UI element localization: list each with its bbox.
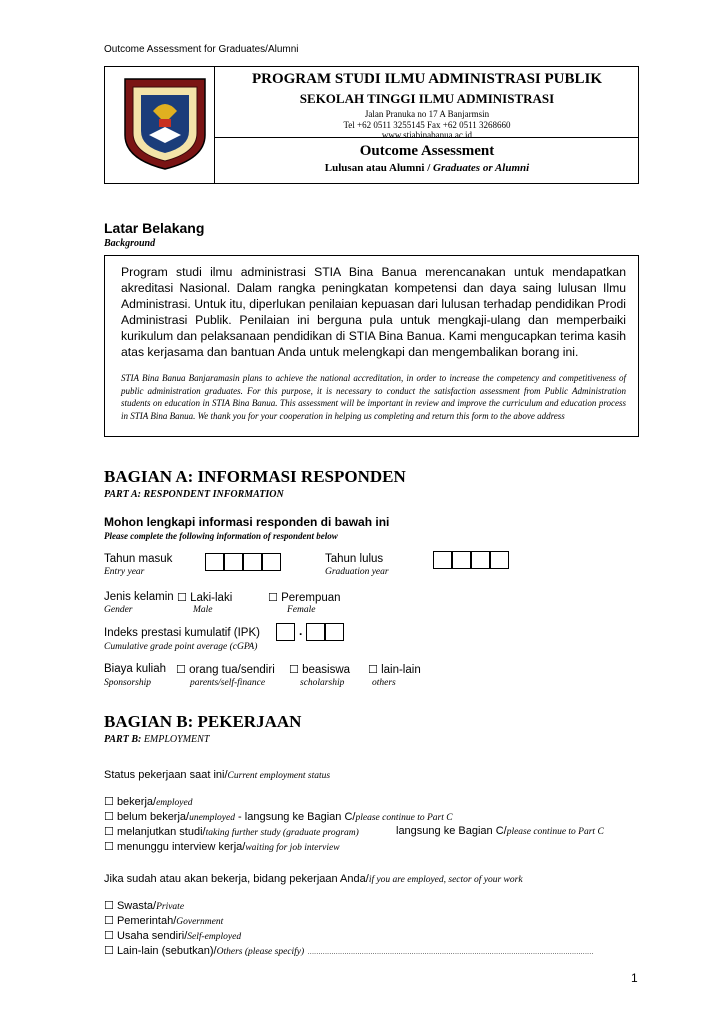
form-title: Outcome Assessment	[359, 143, 495, 159]
gender-male-en: Male	[193, 605, 213, 615]
running-header: Outcome Assessment for Graduates/Alumni	[104, 44, 299, 55]
sector-option-others[interactable]: ☐ Lain-lain (sebutkan)/Others (please specify) ……………………………………………………………………………………………………………………	[104, 944, 594, 957]
checkbox-icon[interactable]: ☐	[104, 810, 114, 823]
employment-status-options	[104, 795, 604, 855]
sponsor-scholarship-option[interactable]: ☐ beasiswa	[289, 663, 351, 676]
background-text-id: Program studi ilmu administrasi STIA Bina Banua merencanakan untuk mendapatkan akreditasi Nasional. Dalam rangka peningkatan kompetensi dan daya saing lulusan Ilmu Administrasi. Untuk itu, diperlukan penilaian kepuasan dari lulusan terhadap pendidikan Prodi Administrasi Publik. Penilaian ini berguna pula untuk mengkaji-ulang dan memperbaiki kurikulum dan pelaksanaan pendidikan di STIA Bina Banua. Kami mengucapkan terima kasih atas kerjasama dan bantuan Anda untuk melengkapi dan mengembalikan borang ini.	[121, 265, 626, 359]
page-number: 1	[631, 971, 638, 985]
gpa-boxes[interactable]: .	[276, 623, 346, 641]
background-text-en: STIA Bina Banua Banjaramasin plans to achieve the national accreditation, in order to increase the competency and competitiveness of public administration graduates. For this purpose, it is necessary to conduct the satisfaction assessment from Public Administration students on education in STIA Bina Banua. This assessment will be important in review and improve the curriculum and education process in STIA Bina Banua. We thank you for your cooperation in helping us completing and return this form to the above address	[121, 373, 626, 421]
sponsor-scholarship-en: scholarship	[300, 678, 345, 688]
gender-female-option[interactable]: ☐ Perempuan	[268, 591, 341, 604]
status-option-unemployed[interactable]: ☐ belum bekerja/unemployed - langsung ke Bagian C/please continue to Part C	[104, 810, 453, 823]
gpa-en: Cumulative grade point average (cGPA)	[104, 642, 258, 652]
school-name: SEKOLAH TINGGI ILMU ADMINISTRASI	[299, 91, 555, 106]
letterhead	[104, 66, 639, 184]
status-option-further-study[interactable]: ☐ melanjutkan studi/taking further study (graduate program) langsung ke Bagian C/please continue to Part C	[104, 825, 604, 838]
work-sector-label: Jika sudah atau akan bekerja, bidang pekerjaan Anda/if you are employed, sector of your work	[104, 873, 523, 885]
checkbox-icon[interactable]: ☐	[104, 944, 114, 957]
school-logo-icon	[119, 75, 211, 171]
sponsor-label: Biaya kuliah	[104, 663, 167, 675]
form-subtitle: Lulusan atau Alumni / Graduates or Alumni	[324, 162, 530, 174]
background-box	[104, 255, 639, 437]
entry-year-label: Tahun masuk	[104, 553, 173, 565]
gender-en: Gender	[104, 605, 133, 615]
gender-female-en: Female	[287, 605, 316, 615]
checkbox-icon[interactable]: ☐	[176, 663, 186, 676]
school-website: www.stiabinabanua.ac.id	[381, 130, 473, 140]
program-name: PROGRAM STUDI ILMU ADMINISTRASI PUBLIK	[251, 71, 603, 87]
status-option-employed[interactable]: ☐ bekerja/employed	[104, 795, 193, 808]
sector-option-private[interactable]: ☐ Swasta/Private	[104, 899, 185, 912]
sponsor-parents-option[interactable]: ☐ orang tua/sendiri	[176, 663, 275, 676]
grad-year-en: Graduation year	[325, 567, 389, 577]
others-specify-line[interactable]: ……………………………………………………………………………………………………………………	[307, 949, 594, 956]
sponsor-others-en: others	[372, 678, 396, 688]
checkbox-icon[interactable]: ☐	[368, 663, 378, 676]
grad-year-boxes[interactable]	[433, 551, 509, 569]
status-option-waiting-interview[interactable]: ☐ menunggu interview kerja/waiting for job interview	[104, 840, 340, 853]
sponsor-en: Sponsorship	[104, 678, 151, 688]
checkbox-icon[interactable]: ☐	[177, 591, 187, 604]
gender-male-option[interactable]: ☐ Laki-laki	[177, 591, 233, 604]
checkbox-icon[interactable]: ☐	[104, 929, 114, 942]
school-address: Jalan Pranuka no 17 A Banjarmsin	[364, 109, 490, 119]
checkbox-icon[interactable]: ☐	[289, 663, 299, 676]
checkbox-icon[interactable]: ☐	[104, 825, 114, 838]
checkbox-icon[interactable]: ☐	[268, 591, 278, 604]
gpa-label: Indeks prestasi kumulatif (IPK)	[104, 627, 260, 639]
sponsor-parents-en: parents/self-finance	[190, 678, 266, 688]
checkbox-icon[interactable]: ☐	[104, 795, 114, 808]
entry-year-en: Entry year	[104, 567, 145, 577]
part-a-instruction: Mohon lengkapi informasi responden di bawah ini	[104, 515, 390, 529]
entry-year-boxes[interactable]	[205, 553, 281, 571]
background-heading: Latar Belakang	[104, 220, 205, 236]
sponsor-others-option[interactable]: ☐ lain-lain	[368, 663, 421, 676]
work-sector-options	[104, 899, 604, 959]
gender-label: Jenis kelamin	[104, 591, 174, 603]
background-subheading: Background	[104, 238, 156, 249]
sector-option-government[interactable]: ☐ Pemerintah/Government	[104, 914, 224, 927]
part-a-subtitle: PART A: RESPONDENT INFORMATION	[104, 489, 284, 500]
school-phone: Tel +62 0511 3255145 Fax +62 0511 3268660	[343, 120, 511, 130]
checkbox-icon[interactable]: ☐	[104, 914, 114, 927]
checkbox-icon[interactable]: ☐	[104, 899, 114, 912]
part-a-title: BAGIAN A: INFORMASI RESPONDEN	[104, 467, 406, 486]
sector-option-self-employed[interactable]: ☐ Usaha sendiri/Self-employed	[104, 929, 242, 942]
part-b-title: BAGIAN B: PEKERJAAN	[104, 712, 302, 731]
part-b-subtitle: PART B: EMPLOYMENT	[104, 734, 210, 745]
employment-status-label: Status pekerjaan saat ini/Current employment status	[104, 769, 331, 781]
part-a-instruction-en: Please complete the following information of respondent below	[104, 531, 338, 541]
grad-year-label: Tahun lulus	[325, 553, 384, 565]
checkbox-icon[interactable]: ☐	[104, 840, 114, 853]
